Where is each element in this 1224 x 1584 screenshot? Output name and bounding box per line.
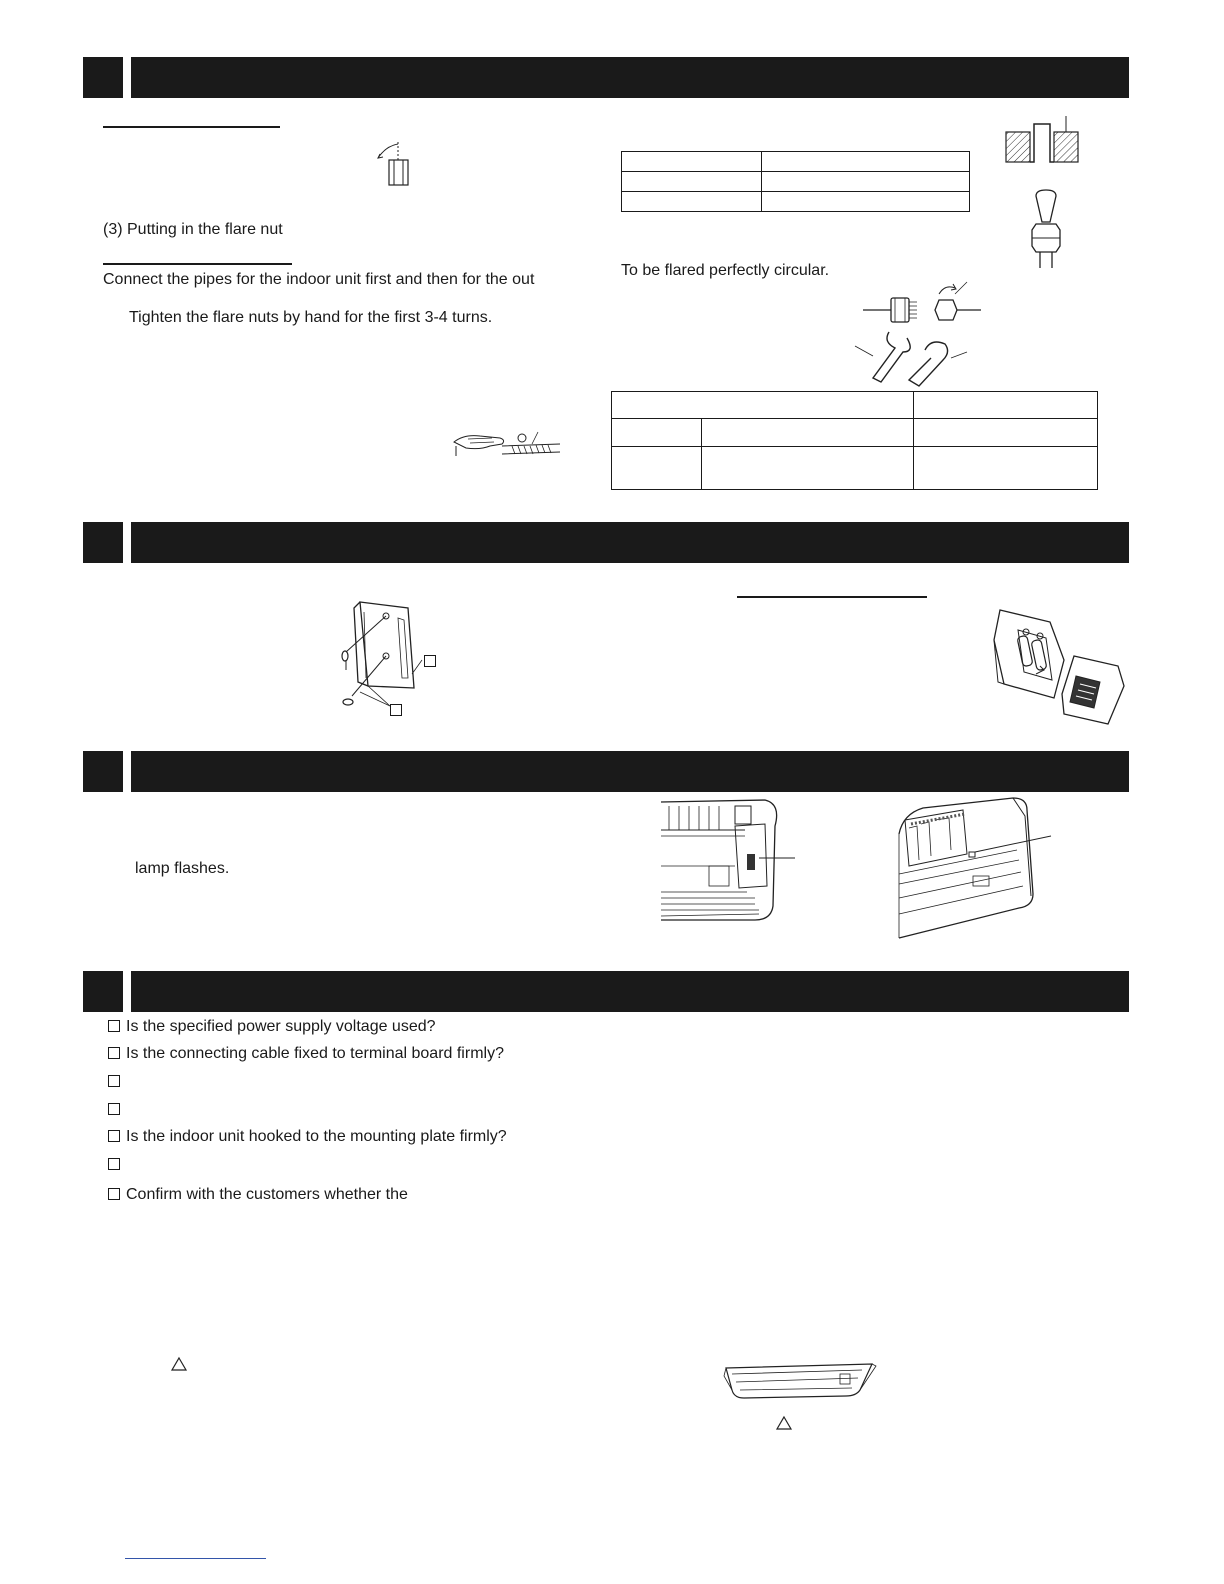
subheading-underline-3 (737, 596, 927, 598)
flare-dimension-table (621, 151, 970, 212)
label-box (390, 704, 402, 716)
connect-pipes-text: Connect the pipes for the indoor unit first and then for the out (103, 271, 535, 288)
step3-heading: (3) Putting in the flare nut (103, 221, 283, 238)
table-cell (622, 192, 762, 212)
checkbox-icon[interactable] (108, 1020, 120, 1032)
flaring-tool-diagram (1000, 112, 1090, 272)
checklist-item (108, 1072, 126, 1092)
lamp-flashes-text: lamp flashes. (135, 860, 230, 877)
checklist-item (108, 1155, 126, 1175)
checkbox-icon[interactable] (108, 1047, 120, 1059)
table-cell (622, 172, 762, 192)
subheading-underline-2 (103, 263, 292, 265)
checkbox-icon[interactable] (108, 1103, 120, 1115)
checkbox-icon[interactable] (108, 1158, 120, 1170)
checklist-item (108, 1185, 408, 1205)
table-cell (914, 447, 1098, 490)
indoor-unit-open-panel-diagram (655, 796, 805, 926)
checkbox-icon[interactable] (108, 1188, 120, 1200)
pipe-cut-angle-icon (370, 140, 420, 190)
checklist-item (108, 1100, 126, 1120)
section-1-number-box (83, 57, 123, 98)
section-3-number-box (83, 751, 123, 792)
table-cell (702, 447, 914, 490)
warning-triangle-icon (776, 1416, 792, 1430)
section-3-header-bar (131, 751, 1129, 792)
table-cell (914, 392, 1098, 419)
section-2-header-bar (131, 522, 1129, 563)
table-cell (762, 152, 970, 172)
checklist-item (108, 1127, 507, 1147)
double-wrench-diagram (855, 282, 985, 387)
indoor-unit-bottom-diagram (722, 1360, 878, 1404)
section-4-header-bar (131, 971, 1129, 1012)
checklist-item-label: Confirm with the customers whether the (126, 1186, 408, 1203)
checkbox-icon[interactable] (108, 1130, 120, 1142)
subheading-underline-1 (103, 126, 280, 128)
torque-table (611, 391, 1098, 490)
table-cell (612, 392, 914, 419)
section-2-number-box (83, 522, 123, 563)
table-cell (612, 419, 702, 447)
table-cell (762, 172, 970, 192)
checklist-item-label: Is the connecting cable fixed to terminal board firmly? (126, 1045, 504, 1062)
table-cell (914, 419, 1098, 447)
section-4-number-box (83, 971, 123, 1012)
flare-circular-note: To be flared perfectly circular. (621, 262, 830, 279)
checklist-item (108, 1044, 504, 1064)
checkbox-icon[interactable] (108, 1075, 120, 1087)
remote-battery-diagram (990, 604, 1130, 730)
section-1-header-bar (131, 57, 1129, 98)
hand-tighten-icon (450, 428, 565, 464)
indoor-unit-front-diagram (893, 794, 1058, 942)
table-cell (622, 152, 762, 172)
table-cell (612, 447, 702, 490)
checklist-item-label: Is the specified power supply voltage used? (126, 1018, 436, 1035)
checklist-item-label: Is the indoor unit hooked to the mounting plate firmly? (126, 1128, 507, 1145)
warning-triangle-icon (171, 1357, 187, 1371)
tighten-nuts-text: Tighten the flare nuts by hand for the first 3-4 turns. (129, 309, 493, 326)
label-box (424, 655, 436, 667)
table-cell (762, 192, 970, 212)
checklist-item (108, 1017, 436, 1037)
footer-link-underline[interactable] (125, 1558, 266, 1559)
table-cell (702, 419, 914, 447)
